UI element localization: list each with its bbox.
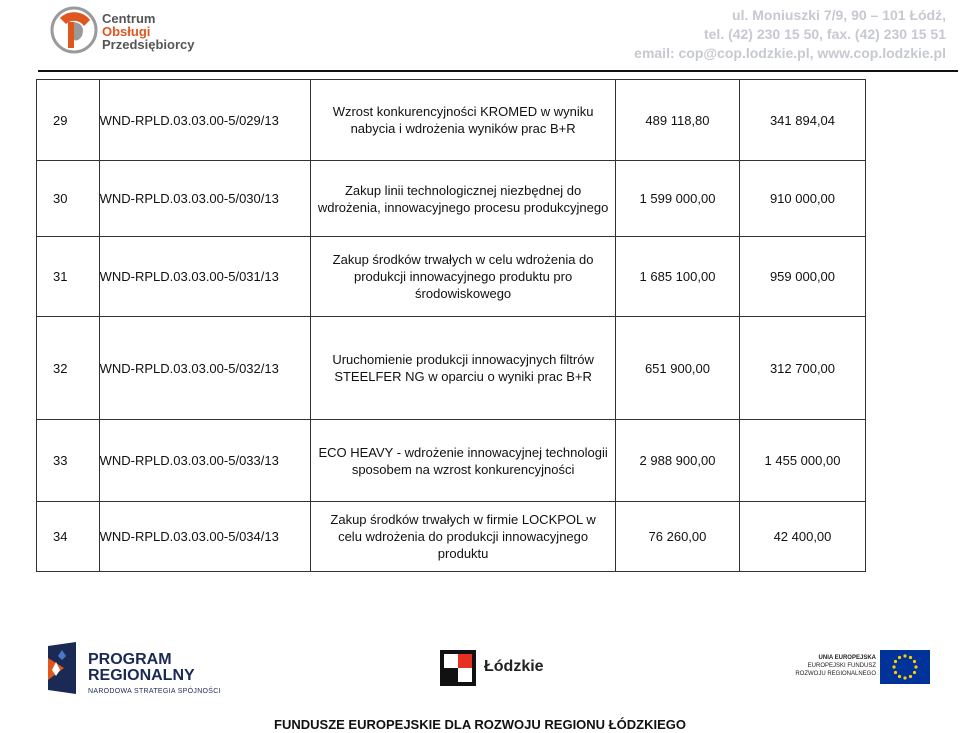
cell-number: 32 bbox=[37, 317, 100, 420]
cell-code: WND-RPLD.03.03.00-5/029/13 bbox=[99, 80, 311, 161]
contact-address: ul. Moniuszki 7/9, 90 – 101 Łódź, bbox=[732, 7, 946, 23]
cell-grant: 1 455 000,00 bbox=[739, 420, 865, 502]
table-row bbox=[37, 420, 866, 502]
header-rule bbox=[38, 70, 958, 72]
eu-line-1: UNIA EUROPEJSKA bbox=[818, 655, 876, 661]
cell-code: WND-RPLD.03.03.00-5/032/13 bbox=[99, 317, 311, 420]
cell-total: 1 685 100,00 bbox=[615, 237, 739, 317]
logo-line-1: Centrum bbox=[102, 11, 156, 26]
eu-line-3: ROZWOJU REGIONALNEGO bbox=[795, 671, 876, 677]
contact-email: email: cop@cop.lodzkie.pl, www.cop.lodzkie.pl bbox=[634, 45, 946, 61]
footer-title: FUNDUSZE EUROPEJSKIE DLA ROZWOJU REGIONU ŁÓDZKIEGO bbox=[274, 717, 686, 732]
program-regionalny-logo bbox=[42, 640, 232, 700]
table-row bbox=[37, 502, 866, 572]
table-row bbox=[37, 317, 866, 420]
cell-code: WND-RPLD.03.03.00-5/034/13 bbox=[99, 502, 311, 572]
eu-logo bbox=[790, 648, 930, 688]
cell-grant: 341 894,04 bbox=[739, 80, 865, 161]
table-row bbox=[37, 161, 866, 237]
program-subtitle: NARODOWA STRATEGIA SPÓJNOŚCI bbox=[88, 688, 221, 695]
cell-code: WND-RPLD.03.03.00-5/031/13 bbox=[99, 237, 311, 317]
table-row bbox=[37, 80, 866, 161]
cell-code: WND-RPLD.03.03.00-5/033/13 bbox=[99, 420, 311, 502]
grants-table bbox=[36, 79, 866, 572]
cell-total: 1 599 000,00 bbox=[615, 161, 739, 237]
cell-title: Zakup środków trwałych w celu wdrożenia do produkcji innowacyjnego produktu pro środowiskowego bbox=[311, 237, 616, 317]
logo-line-2: Obsługi bbox=[102, 24, 151, 39]
eu-flag-icon bbox=[880, 650, 930, 684]
program-regionalny-text bbox=[88, 652, 195, 684]
eu-line-2: EUROPEJSKI FUNDUSZ bbox=[807, 663, 876, 669]
contact-block bbox=[634, 6, 946, 63]
logo-line-3: Przedsiębiorcy bbox=[102, 37, 195, 52]
lodzkie-icon bbox=[440, 650, 476, 686]
footer-logos bbox=[0, 630, 960, 705]
program-regionalny-icon bbox=[42, 640, 82, 696]
cell-number: 29 bbox=[37, 80, 100, 161]
cell-title: Zakup środków trwałych w firmie LOCKPOL w celu wdrożenia do produkcji innowacyjnego produktu bbox=[311, 502, 616, 572]
program-line-2: REGIONALNY bbox=[88, 667, 195, 684]
cell-number: 34 bbox=[37, 502, 100, 572]
eu-logo-text bbox=[790, 654, 876, 678]
table-row bbox=[37, 237, 866, 317]
contact-phone: tel. (42) 230 15 50, fax. (42) 230 15 51 bbox=[703, 26, 946, 42]
cell-total: 489 118,80 bbox=[615, 80, 739, 161]
cell-number: 31 bbox=[37, 237, 100, 317]
cell-title: Uruchomienie produkcji innowacyjnych filtrów STEELFER NG w oparciu o wyniki prac B+R bbox=[311, 317, 616, 420]
lodzkie-logo bbox=[440, 648, 550, 688]
cell-title: Wzrost konkurencyjności KROMED w wyniku nabycia i wdrożenia wyników prac B+R bbox=[311, 80, 616, 161]
cell-code: WND-RPLD.03.03.00-5/030/13 bbox=[99, 161, 311, 237]
cell-total: 2 988 900,00 bbox=[615, 420, 739, 502]
cell-grant: 959 000,00 bbox=[739, 237, 865, 317]
cell-total: 76 260,00 bbox=[615, 502, 739, 572]
cell-number: 33 bbox=[37, 420, 100, 502]
cop-logo-text bbox=[102, 12, 195, 51]
cell-grant: 42 400,00 bbox=[739, 502, 865, 572]
cell-grant: 312 700,00 bbox=[739, 317, 865, 420]
lodzkie-text: Łódzkie bbox=[484, 658, 544, 675]
cell-title: Zakup linii technologicznej niezbędnej do wdrożenia, innowacyjnego procesu produkcyjnego bbox=[311, 161, 616, 237]
cell-number: 30 bbox=[37, 161, 100, 237]
program-line-1: PROGRAM bbox=[88, 651, 172, 668]
cop-logo-icon bbox=[50, 4, 98, 56]
cell-total: 651 900,00 bbox=[615, 317, 739, 420]
cop-logo bbox=[50, 4, 195, 60]
cell-title: ECO HEAVY - wdrożenie innowacyjnej technologii sposobem na wzrost konkurencyjności bbox=[311, 420, 616, 502]
cell-grant: 910 000,00 bbox=[739, 161, 865, 237]
page-header bbox=[0, 0, 960, 70]
